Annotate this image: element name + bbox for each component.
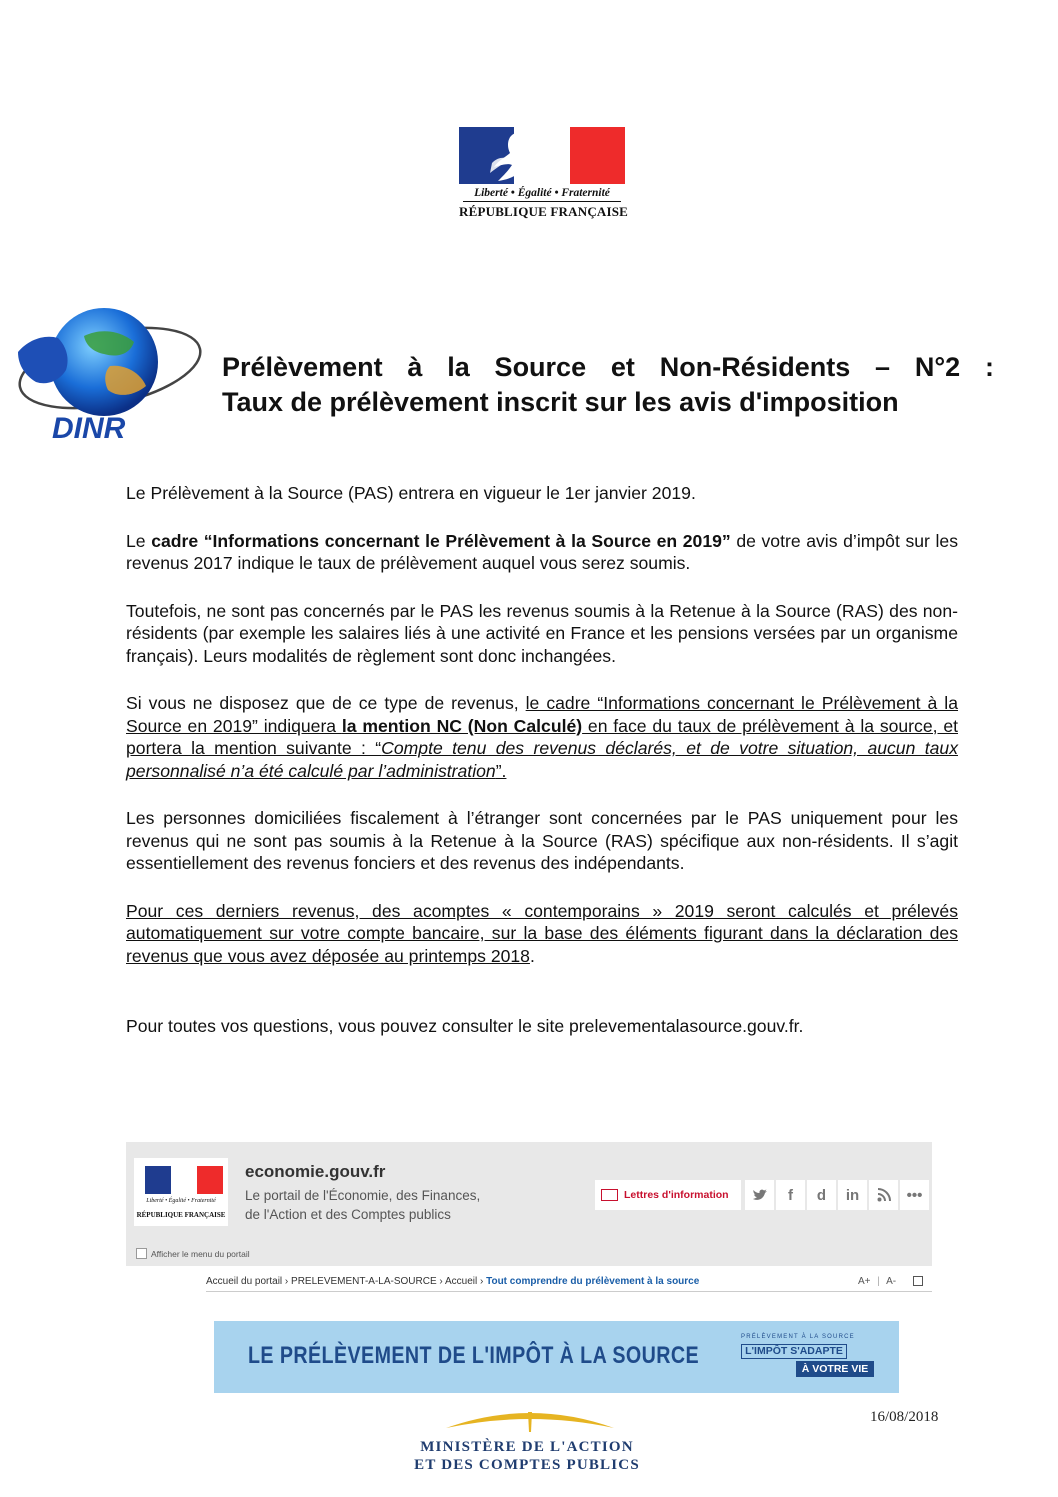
breadcrumb [206,1276,932,1290]
eco-rf-motto: Liberté • Égalité • Fraternité [146,1198,216,1204]
menu-checkbox-label: Afficher le menu du portail [151,1249,250,1259]
paragraph-4 [126,692,958,782]
ministry-arc-icon [440,1404,620,1436]
eco-rf-name: RÉPUBLIQUE FRANÇAISE [136,1211,226,1219]
republique-francaise-logo [459,127,629,220]
linkedin-icon[interactable]: in [838,1180,867,1210]
paragraph-3: Toutefois, ne sont pas concernés par le PAS les revenus soumis à la Retenue à la Source (RAS) des non-résidents (par exemple les salaires liés à une activité en France et les pensions versées par un organisme français). Leurs modalités de règlement sont donc inchangées. [126,600,958,666]
p6-end: . [529,945,535,966]
p4-start: Si vous ne disposez que de ce type de revenus, [126,693,526,713]
paragraph-6 [126,900,958,968]
more-icon[interactable]: ••• [900,1180,929,1210]
p4-underlined-1: le cadre “Informations concernant le Prélèvement à la Source en 2019” indiquera [126,693,959,736]
eco-site-description [245,1186,505,1224]
dailymotion-icon[interactable]: d [807,1180,836,1210]
rf-name: RÉPUBLIQUE FRANÇAISE [459,204,629,219]
facebook-icon[interactable]: f [776,1180,805,1210]
marianne-flag [459,127,625,184]
paragraph-5: Les personnes domiciliées fiscalement à l’étranger sont concernées par le PAS uniquement pour les revenus qui ne sont pas soumis à la Retenue à la Source (RAS) spécifique aux non-résidents. Il s’agit essentiellement des revenus fonciers et des revenus des indépendants. [126,808,958,873]
p2-start: Le [126,530,152,551]
document-title [222,350,994,420]
breadcrumb-path[interactable]: Accueil du portail › PRELEVEMENT-A-LA-SOURCE › Accueil › [206,1276,487,1287]
menu-checkbox[interactable] [136,1248,147,1259]
newsletter-label: Lettres d'information [624,1189,729,1201]
p2-bold: cadre “Informations concernant le Prélèvement à la Source en 2019” [151,530,731,551]
ministry-line-2: ET DES COMPTES PUBLICS [414,1457,640,1473]
ministry-line-1: MINISTÈRE DE L'ACTION [420,1439,634,1455]
paragraph-1: Le Prélèvement à la Source (PAS) entrera en vigueur le 1er janvier 2019. [126,483,696,503]
p4-underlined-2: en face du taux de prélèvement à la source, et portera la mention suivante : “ [126,715,958,758]
france-shape [18,337,68,383]
rf-divider [463,201,621,202]
title-line-2: Taux de prélèvement inscrit sur les avis d'imposition [222,387,899,417]
breadcrumb-divider [206,1291,932,1292]
font-decrease-button[interactable]: A- [886,1276,897,1287]
p4-bold: la mention NC (Non Calculé) [341,715,583,736]
eco-site-name[interactable]: economie.gouv.fr [245,1162,386,1181]
p4-italic: Compte tenu des revenus déclarés, et de votre situation, aucun taux personnalisé n’a été calculé par l’administration [126,738,958,781]
pas-banner-small: PRÉLÈVEMENT À LA SOURCE [741,1334,855,1340]
eco-desc-line-2: de l'Action et des Comptes publics [245,1207,451,1222]
rss-icon[interactable] [869,1180,898,1210]
paragraph-7: Pour toutes vos questions, vous pouvez consulter le site prelevementalasource.gouv.fr. [126,1016,804,1036]
pas-banner-title: LE PRÉLÈVEMENT DE L'IMPÔT À LA SOURCE [248,1342,700,1369]
twitter-icon[interactable] [745,1180,774,1210]
rf-motto: Liberté • Égalité • Fraternité [474,187,610,199]
dinr-text: DINR [52,412,126,442]
p4-end: ”. [495,760,507,781]
eco-desc-line-1: Le portail de l'Économie, des Finances, [245,1188,481,1203]
breadcrumb-current: Tout comprendre du prélèvement à la source [486,1276,700,1287]
p2-end: de votre avis d’impôt sur les revenus 2017 indique le taux de prélèvement auquel vous serez soumis. [126,530,958,573]
paragraph-2 [126,530,958,575]
envelope-icon [601,1189,618,1201]
p6-underlined: Pour ces derniers revenus, des acomptes « contemporains » 2019 seront calculés et prélevés automatiquement sur votre compte bancaire, sur la base des éléments figurant dans la déclaration des revenus que vous avez déposée au printemps 2018 [126,900,958,966]
breadcrumb-tools: A+ | A- [858,1276,923,1287]
ministry-logo-text [396,1438,658,1474]
newsletter-button[interactable] [595,1180,741,1210]
marianne-profile-icon [486,127,542,184]
economie-gouv-header [126,1142,932,1266]
pas-banner-adapte: L'IMPÔT S'ADAPTE [741,1344,847,1359]
document-body [126,482,958,1063]
pas-banner-vie: À VOTRE VIE [796,1361,874,1377]
title-line-1: Prélèvement à la Source et Non-Résidents – N°2 : [222,352,994,382]
font-increase-button[interactable]: A+ [858,1276,871,1287]
eco-rf-logo[interactable] [134,1158,228,1226]
pas-banner [214,1321,899,1393]
dinr-globe-logo [14,306,204,442]
print-icon[interactable] [913,1276,923,1286]
document-date: 16/08/2018 [870,1409,939,1425]
